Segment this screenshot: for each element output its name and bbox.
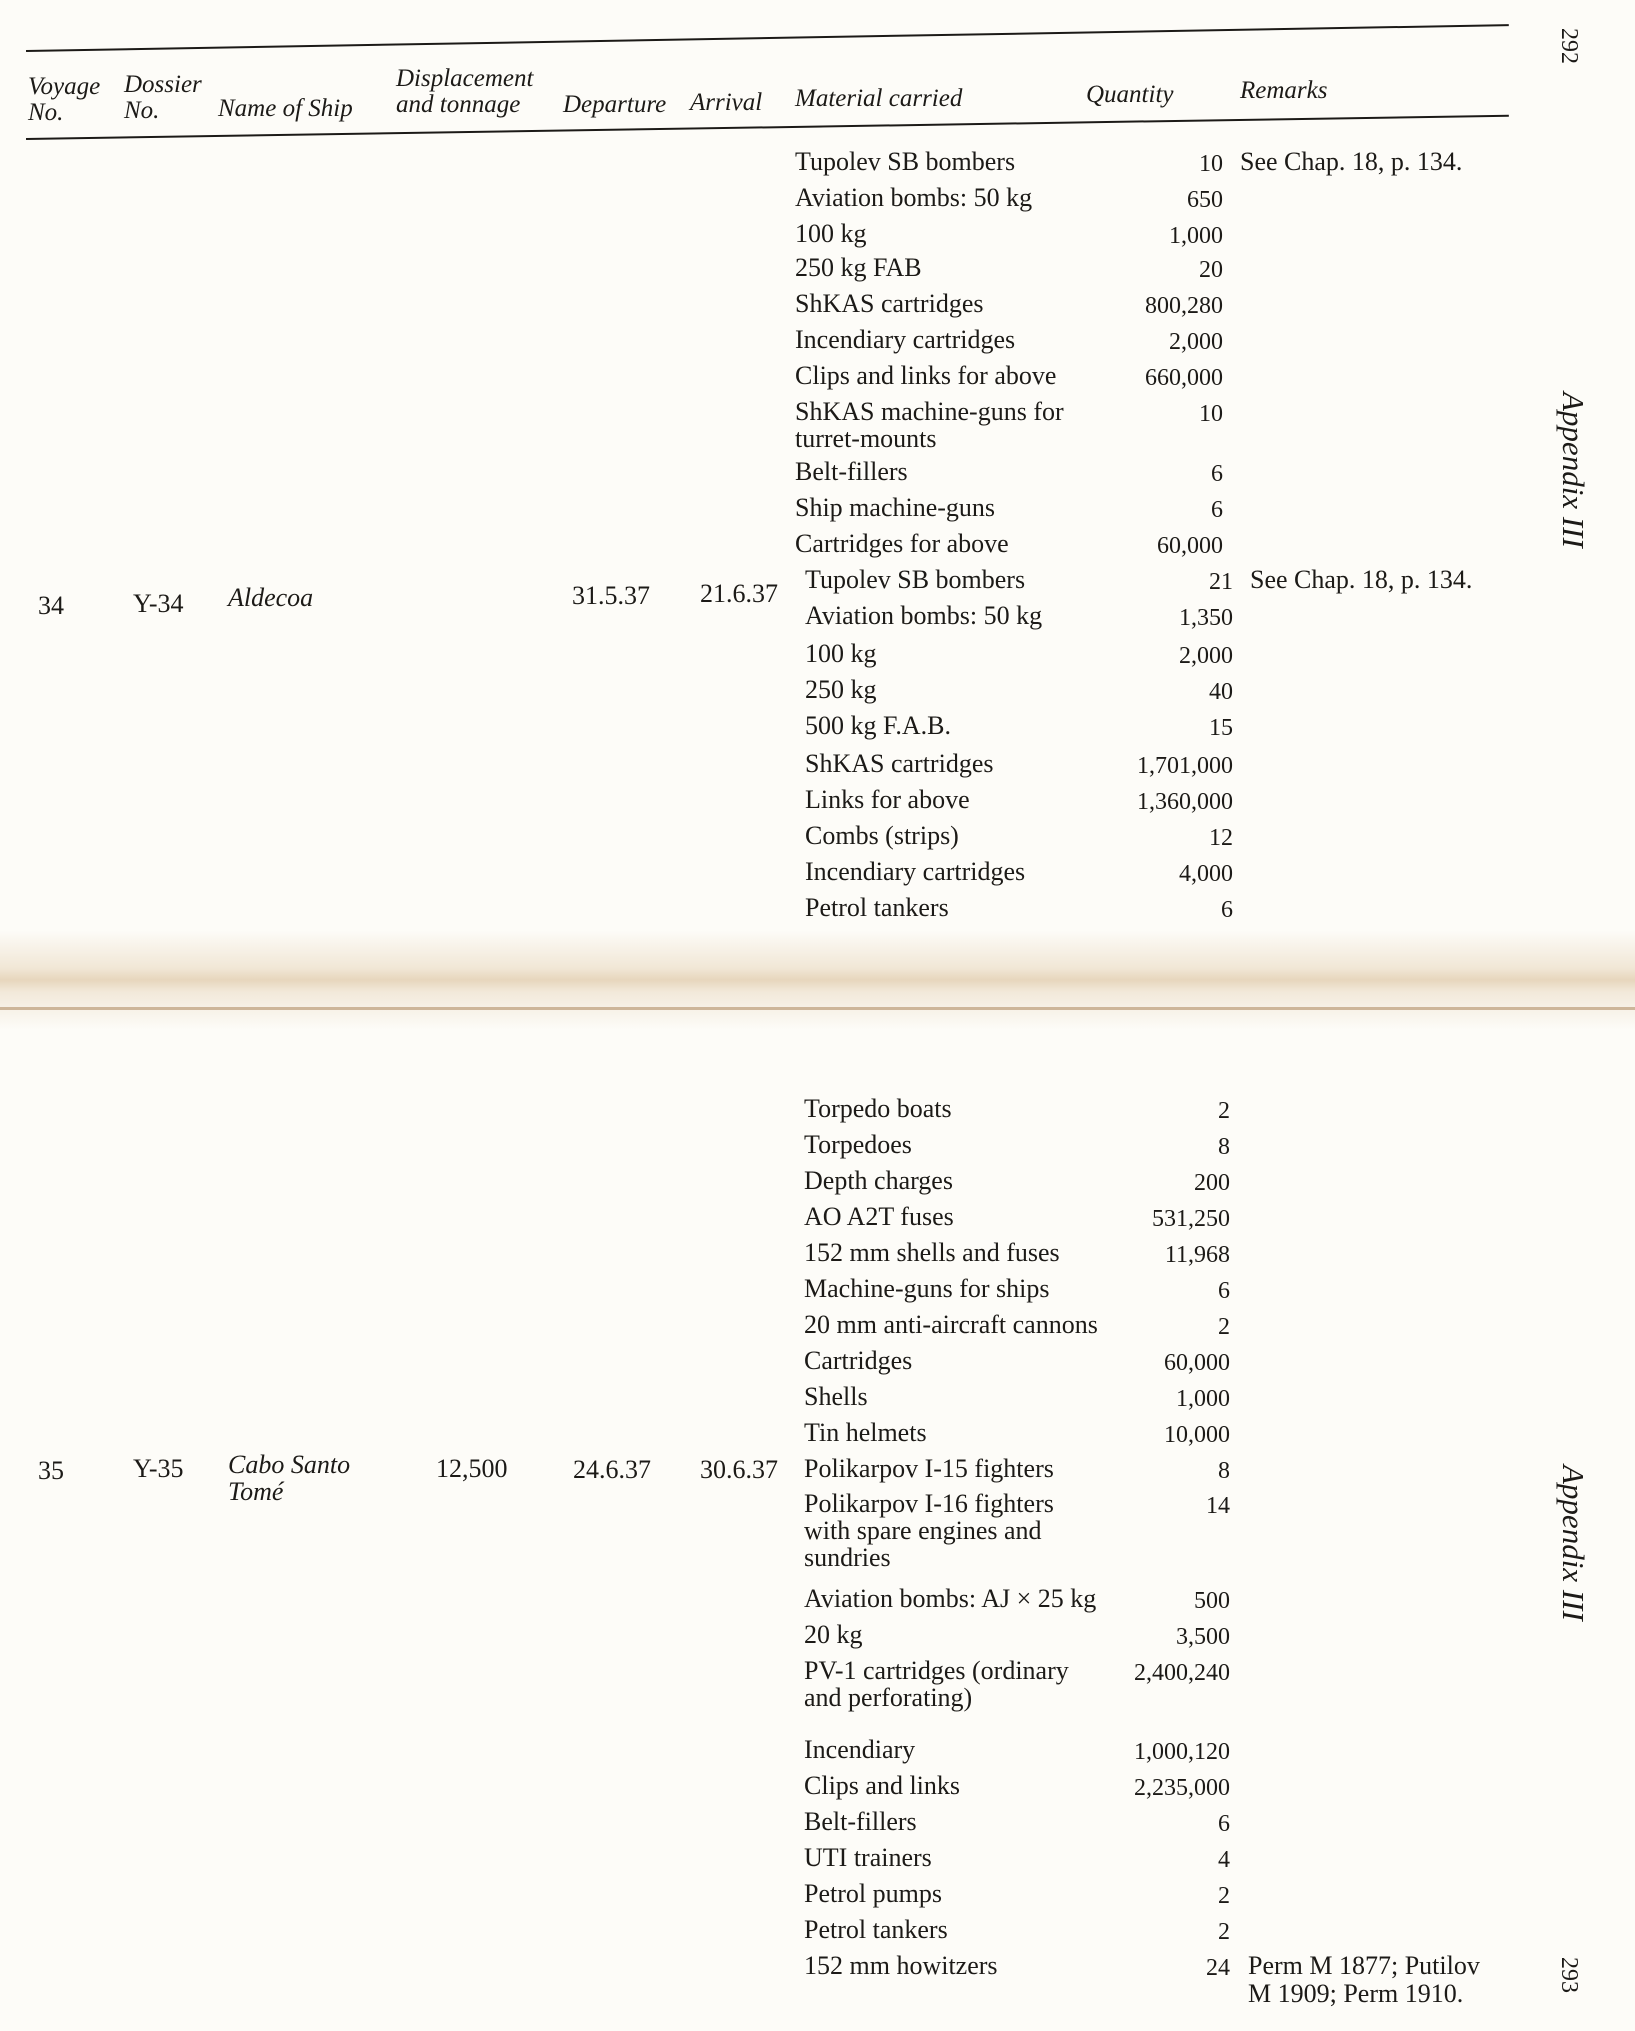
material-item: Tupolev SB bombers [795, 147, 1016, 176]
quantity-value: 60,000 [1164, 1350, 1230, 1376]
quantity-value: 10 [1199, 401, 1223, 427]
material-item: Combs (strips) [805, 821, 959, 850]
quantity-value: 20 [1199, 257, 1223, 283]
quantity-value: 2 [1218, 1314, 1230, 1340]
page-number-292: 292 [1556, 28, 1582, 64]
voyage-35-ship-name-line2: Tomé [228, 1477, 284, 1506]
material-item: Petrol pumps [804, 1879, 942, 1908]
header-arrival: Arrival [690, 89, 763, 116]
header-voyage-no: Voyage No. [28, 73, 101, 126]
quantity-value: 2,000 [1179, 643, 1233, 669]
material-item: 250 kg FAB [795, 253, 922, 282]
quantity-value: 8 [1218, 1134, 1230, 1160]
material-item: 152 mm shells and fuses [804, 1238, 1060, 1267]
material-item: 20 mm anti-aircraft cannons [804, 1310, 1098, 1339]
material-item: 100 kg [805, 639, 877, 668]
quantity-value: 1,000 [1176, 1386, 1230, 1412]
quantity-value: 2 [1218, 1883, 1230, 1909]
page-292 [0, 0, 1635, 950]
material-item: Aviation bombs: 50 kg [795, 183, 1033, 212]
remarks-text: Perm M 1877; Putilov M 1909; Perm 1910. [1248, 1951, 1480, 2008]
material-item: Torpedo boats [804, 1094, 952, 1123]
material-item: Polikarpov I-16 fighters with spare engines and sundries [804, 1489, 1054, 1572]
quantity-value: 1,350 [1179, 605, 1233, 631]
quantity-value: 650 [1187, 187, 1223, 213]
material-item: Incendiary cartridges [795, 325, 1016, 354]
quantity-value: 11,968 [1164, 1242, 1230, 1268]
material-item: Clips and links [804, 1771, 961, 1800]
quantity-value: 6 [1218, 1811, 1230, 1837]
voyage-35-dossier: Y-35 [133, 1454, 184, 1483]
quantity-value: 531,250 [1152, 1206, 1230, 1232]
material-item: Aviation bombs: 50 kg [805, 601, 1043, 630]
material-item: Belt-fillers [795, 457, 908, 486]
page-293 [0, 1010, 1635, 2031]
quantity-value: 8 [1218, 1458, 1230, 1484]
material-item: 250 kg [805, 675, 877, 704]
quantity-value: 24 [1206, 1955, 1230, 1981]
material-item: Tupolev SB bombers [805, 565, 1026, 594]
material-item: ShKAS machine-guns for turret-mounts [795, 397, 1064, 453]
quantity-value: 3,500 [1176, 1624, 1230, 1650]
quantity-value: 6 [1221, 897, 1233, 923]
quantity-value: 800,280 [1145, 293, 1223, 319]
quantity-value: 6 [1218, 1278, 1230, 1304]
material-item: ShKAS cartridges [805, 749, 994, 778]
quantity-value: 2,235,000 [1134, 1775, 1230, 1801]
header-remarks: Remarks [1240, 77, 1328, 104]
remarks-text: See Chap. 18, p. 134. [1250, 565, 1473, 594]
material-item: PV-1 cartridges (ordinary and perforating) [804, 1656, 1069, 1712]
voyage-35-arrival: 30.6.37 [700, 1455, 778, 1484]
material-item: Ship machine-guns [795, 493, 996, 522]
running-head-bottom: Appendix III [1556, 1465, 1591, 1621]
header-top-rule [26, 24, 1509, 52]
material-item: Belt-fillers [804, 1807, 917, 1836]
quantity-value: 2 [1218, 1098, 1230, 1124]
material-item: 100 kg [795, 219, 867, 248]
material-item: Polikarpov I-15 fighters [804, 1454, 1054, 1483]
quantity-value: 60,000 [1157, 533, 1223, 559]
header-name-of-ship: Name of Ship [218, 95, 353, 122]
quantity-value: 10,000 [1164, 1422, 1230, 1448]
quantity-value: 1,000 [1169, 223, 1223, 249]
quantity-value: 4 [1218, 1847, 1230, 1873]
quantity-value: 14 [1206, 1493, 1230, 1519]
remarks-text: See Chap. 18, p. 134. [1240, 147, 1463, 176]
quantity-value: 660,000 [1145, 365, 1223, 391]
quantity-value: 4,000 [1179, 861, 1233, 887]
quantity-value: 6 [1211, 497, 1223, 523]
material-item: Cartridges [804, 1346, 913, 1375]
material-item: Tin helmets [804, 1418, 927, 1447]
material-item: Incendiary [804, 1735, 916, 1764]
material-item: Machine-guns for ships [804, 1274, 1050, 1303]
header-material: Material carried [795, 85, 963, 112]
material-item: Petrol tankers [805, 893, 949, 922]
quantity-value: 15 [1209, 715, 1233, 741]
material-item: Shells [804, 1382, 868, 1411]
quantity-value: 1,000,120 [1134, 1739, 1230, 1765]
voyage-34-number: 34 [38, 591, 64, 620]
running-head-top: Appendix III [1556, 392, 1591, 548]
quantity-value: 500 [1194, 1588, 1230, 1614]
material-item: Torpedoes [804, 1130, 912, 1159]
header-departure: Departure [563, 91, 667, 118]
header-displacement: Displacement and tonnage [396, 65, 534, 118]
voyage-35-departure: 24.6.37 [573, 1455, 651, 1484]
voyage-34-dossier: Y-34 [133, 589, 184, 618]
material-item: Cartridges for above [795, 529, 1009, 558]
material-item: 500 kg F.A.B. [805, 711, 951, 740]
voyage-34-arrival: 21.6.37 [700, 579, 778, 608]
material-item: Clips and links for above [795, 361, 1057, 390]
quantity-value: 10 [1199, 151, 1223, 177]
quantity-value: 2 [1218, 1919, 1230, 1945]
voyage-35-number: 35 [38, 1456, 64, 1485]
material-item: Aviation bombs: AJ × 25 kg [804, 1584, 1097, 1613]
quantity-value: 6 [1211, 461, 1223, 487]
quantity-value: 12 [1209, 825, 1233, 851]
page-number-293: 293 [1556, 1957, 1582, 1993]
quantity-value: 200 [1194, 1170, 1230, 1196]
material-item: AO A2T fuses [804, 1202, 954, 1231]
quantity-value: 2,400,240 [1134, 1660, 1230, 1686]
voyage-34-ship-name: Aldecoa [228, 583, 314, 612]
quantity-value: 1,360,000 [1137, 789, 1233, 815]
material-item: Incendiary cartridges [805, 857, 1026, 886]
voyage-34-departure: 31.5.37 [572, 581, 650, 610]
material-item: Depth charges [804, 1166, 953, 1195]
material-item: ShKAS cartridges [795, 289, 984, 318]
voyage-35-displacement: 12,500 [436, 1454, 508, 1483]
quantity-value: 40 [1209, 679, 1233, 705]
header-dossier-no: Dossier No. [124, 71, 202, 124]
material-item: Petrol tankers [804, 1915, 948, 1944]
material-item: 152 mm howitzers [804, 1951, 998, 1980]
material-item: UTI trainers [804, 1843, 932, 1872]
quantity-value: 1,701,000 [1137, 753, 1233, 779]
material-item: Links for above [805, 785, 970, 814]
material-item: 20 kg [804, 1620, 863, 1649]
quantity-value: 2,000 [1169, 329, 1223, 355]
voyage-35-ship-name-line1: Cabo Santo [228, 1450, 351, 1479]
header-quantity: Quantity [1086, 81, 1174, 108]
quantity-value: 21 [1209, 569, 1233, 595]
